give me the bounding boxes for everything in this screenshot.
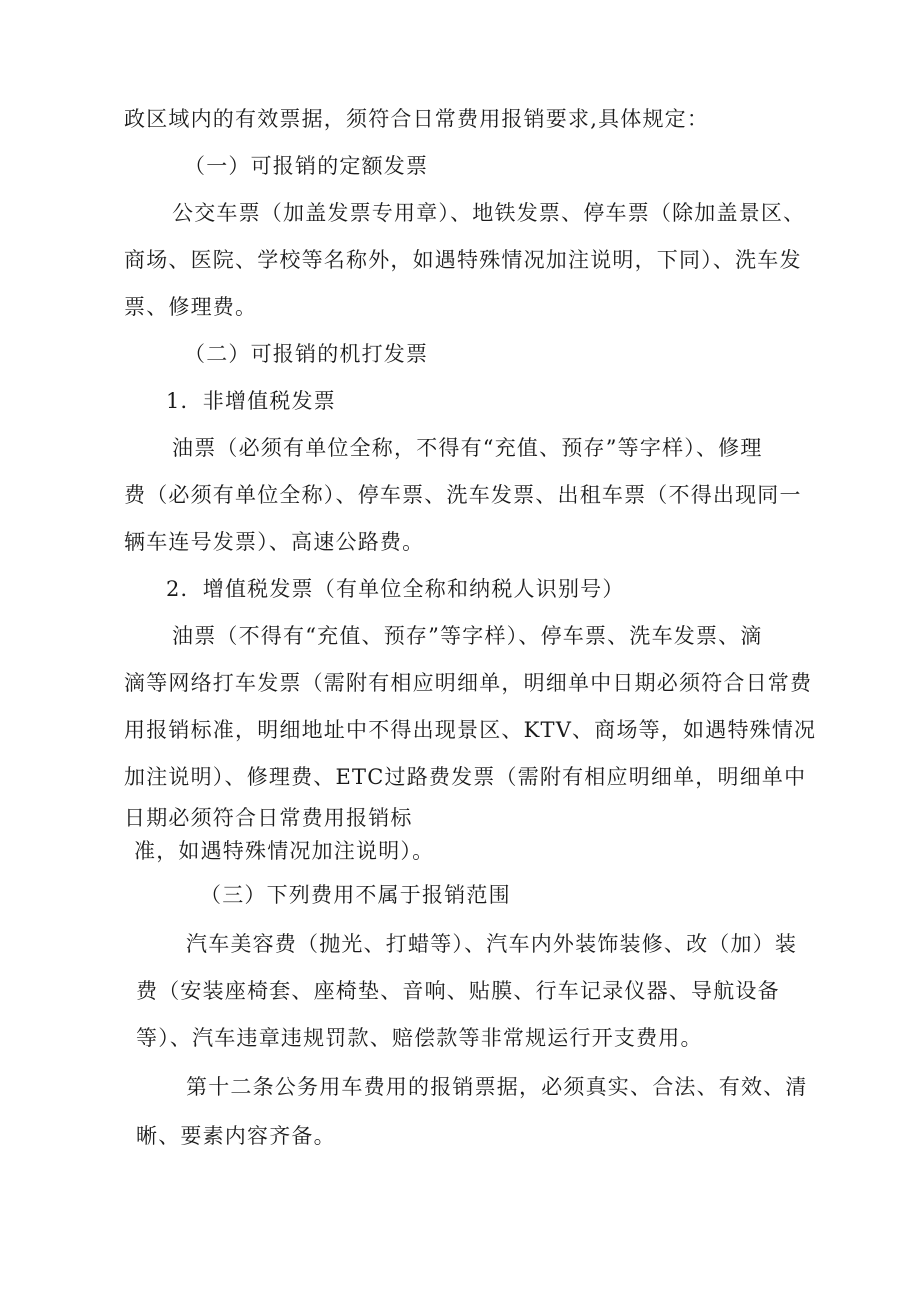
subheading-non-vat-invoices: 1．非增值税发票 bbox=[166, 389, 336, 413]
paragraph-article-12-line-2: 晰、要素内容齐备。 bbox=[136, 1124, 336, 1148]
paragraph-non-vat-line-1: 油票（必须有单位全称，不得有“充值、预存”等字样）、修理 bbox=[172, 436, 763, 460]
paragraph-vat-line-5: 日期必须符合日常费用报销标 bbox=[124, 806, 413, 830]
paragraph-excluded-line-1: 汽车美容费（抛光、打蜡等）、汽车内外装饰装修、改（加）装 bbox=[186, 932, 798, 956]
paragraph-fixed-invoices-line-1: 公交车票（加盖发票专用章）、地铁发票、停车票（除加盖景区、 bbox=[172, 201, 806, 225]
text-line-continuation: 政区域内的有效票据，须符合日常费用报销要求,具体规定： bbox=[124, 107, 710, 131]
subheading-vat-invoices: 2．增值税发票（有单位全称和纳税人识别号） bbox=[166, 577, 625, 601]
paragraph-non-vat-line-3: 辆车连号发票）、高速公路费。 bbox=[124, 530, 425, 554]
paragraph-non-vat-line-2: 费（必须有单位全称）、停车票、洗车发票、出租车票（不得出现同一 bbox=[124, 483, 802, 507]
paragraph-article-12-line-1: 第十二条公务用车费用的报销票据，必须真实、合法、有效、清 bbox=[186, 1075, 808, 1099]
paragraph-fixed-invoices-line-3: 票、修理费。 bbox=[124, 295, 258, 319]
paragraph-vat-line-3: 用报销标准，明细地址中不得出现景区、KTV、商场等，如遇特殊情况 bbox=[124, 718, 817, 742]
paragraph-excluded-line-3: 等）、汽车违章违规罚款、赔偿款等非常规运行开支费用。 bbox=[136, 1026, 703, 1050]
paragraph-vat-line-6: 准，如遇特殊情况加注说明）。 bbox=[134, 839, 435, 863]
paragraph-excluded-line-2: 费（安装座椅套、座椅垫、音响、贴膜、行车记录仪器、导航设备 bbox=[136, 979, 780, 1003]
paragraph-vat-line-4: 加注说明）、修理费、ETC过路费发票（需附有相应明细单，明细单中 bbox=[124, 765, 807, 789]
heading-excluded-expenses: （三）下列费用不属于报销范围 bbox=[200, 883, 511, 907]
heading-fixed-invoices: （一）可报销的定额发票 bbox=[184, 154, 429, 178]
heading-machine-invoices: （二）可报销的机打发票 bbox=[184, 342, 429, 366]
paragraph-fixed-invoices-line-2: 商场、医院、学校等名称外，如遇特殊情况加注说明，下同）、洗车发 bbox=[124, 248, 802, 272]
paragraph-vat-line-1: 油票（不得有“充值、预存”等字样）、停车票、洗车发票、滴 bbox=[172, 624, 763, 648]
paragraph-vat-line-2: 滴等网络打车发票（需附有相应明细单，明细单中日期必须符合日常费 bbox=[124, 671, 813, 695]
